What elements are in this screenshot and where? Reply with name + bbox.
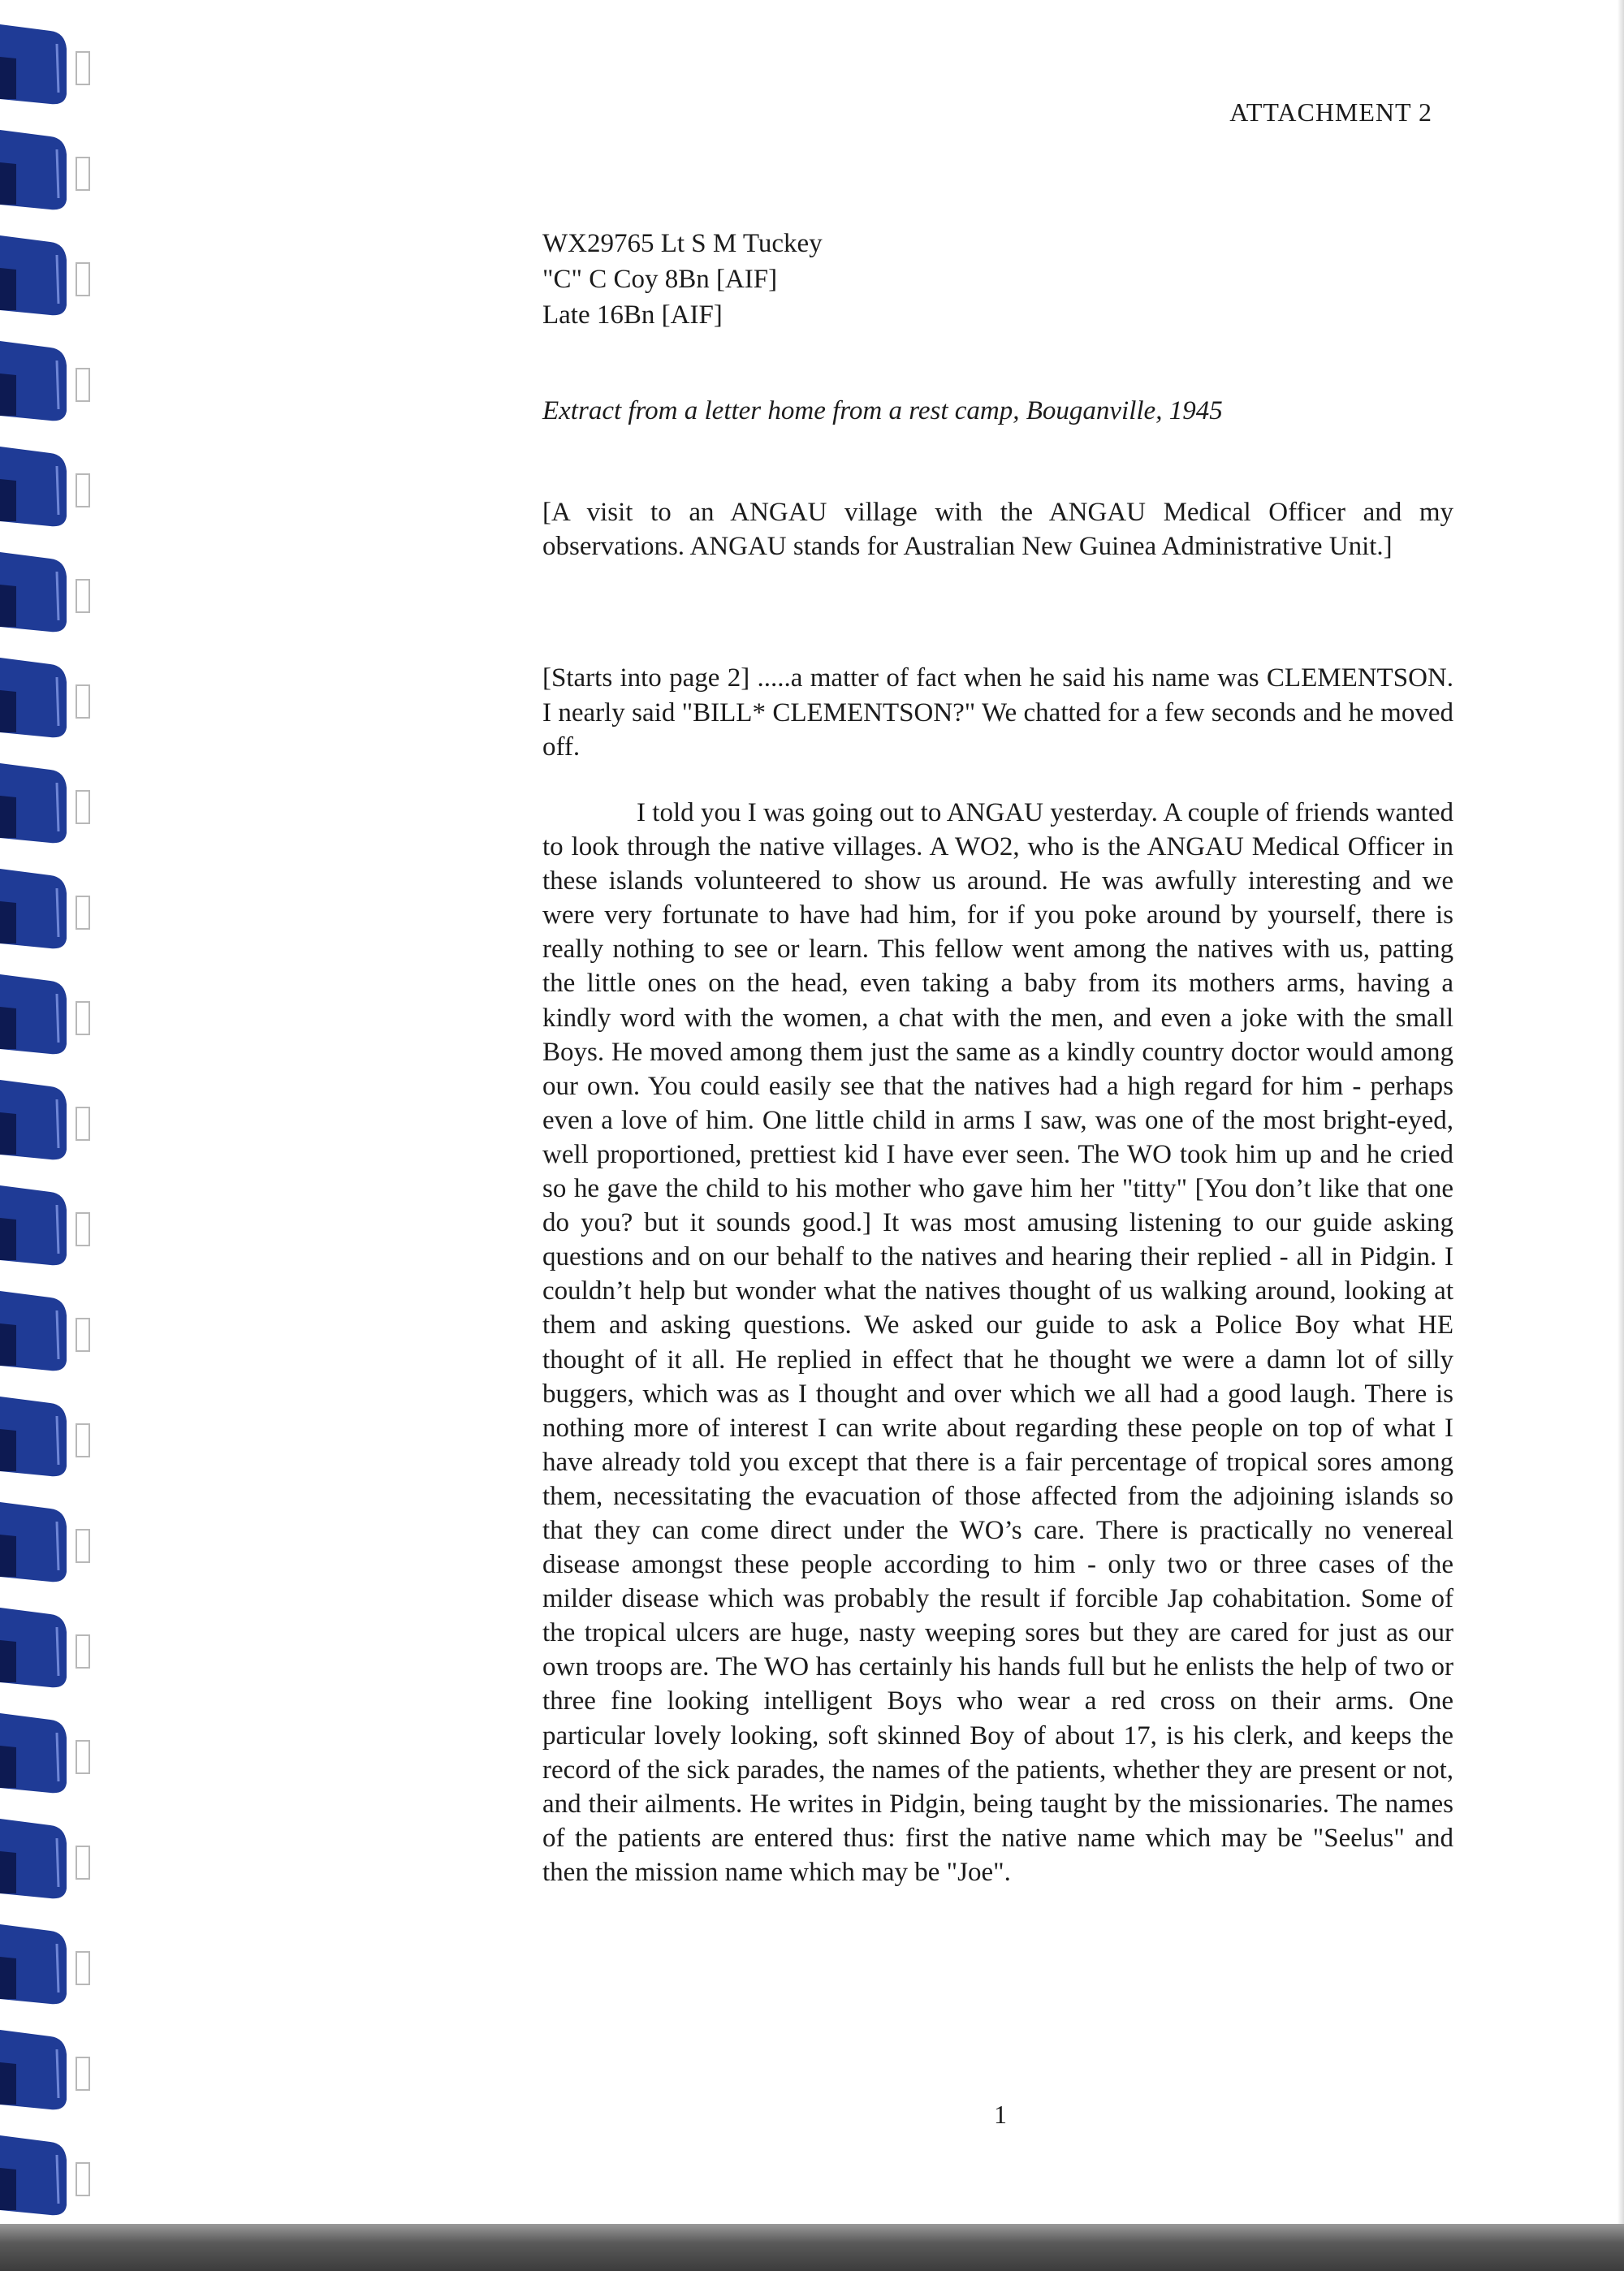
intro-note: [A visit to an ANGAU village with the ANGAU Medical Officer and my observations. ANGAU stands for Australian New Guinea Administrative Unit.] <box>542 498 1453 561</box>
bottom-shadow <box>0 2224 1624 2271</box>
binding-loop <box>0 341 89 421</box>
binding-loop <box>0 974 89 1054</box>
sender-line: WX29765 Lt S M Tuckey <box>542 229 823 258</box>
binding-loop <box>0 1608 89 1687</box>
binding-loop <box>0 1291 89 1371</box>
binding-loop <box>0 2030 89 2109</box>
attachment-label: ATTACHMENT 2 <box>1229 97 1432 127</box>
binding-loop <box>0 1397 89 1476</box>
sender-block <box>542 226 1453 333</box>
binding-loop <box>0 1713 89 1793</box>
binding-loop <box>0 2135 89 2215</box>
binding-loop <box>0 130 89 209</box>
starts-paragraph: [Starts into page 2] .....a matter of fact when he said his name was CLEMENTSON. I nearly said "BILL* CLEMENTSON?" We chatted for a few seconds and he moved off. <box>542 663 1453 762</box>
binding-loop <box>0 1819 89 1898</box>
binding-loop <box>0 1080 89 1159</box>
extract-title: Extract from a letter home from a rest camp, Bouganville, 1945 <box>542 396 1223 425</box>
sender-line: Late 16Bn [AIF] <box>542 300 723 330</box>
binding-loop <box>0 763 89 843</box>
spiral-binding <box>0 0 97 2271</box>
binding-loop <box>0 235 89 315</box>
binding-loop <box>0 1185 89 1265</box>
page-number: 1 <box>994 2100 1007 2129</box>
binding-loop <box>0 869 89 948</box>
binding-loop <box>0 1502 89 1582</box>
sender-line: "C" C Coy 8Bn [AIF] <box>542 265 778 294</box>
binding-loop <box>0 552 89 632</box>
binding-loop <box>0 24 89 104</box>
binding-loop <box>0 658 89 737</box>
letter-body-paragraph: I told you I was going out to ANGAU yesterday. A couple of friends wanted to look through the native villages. A WO2, who is the ANGAU Medical Officer in these islands volunteered to show us around. He was awfully interesting and we were very fortunate to have had him, for if you poke around by yourself, there is really nothing to see or learn. This fellow went among the natives with us, patting the little ones on the head, even taking a baby from its mothers arms, having a kindly word with the women, a chat with the men, and even a joke with the small Boys. He moved among them just the same as a kindly country doctor would among our own. You could easily see that the natives had a high regard for him - perhaps even a love of him. One little child in arms I saw, was one of the most bright-eyed, well proportioned, prettiest kid I have ever seen. The WO took him up and he cried so he gave the child to his mother who gave him her "titty" [You don’t like that one do you? but it sounds good.] It was most amusing listening to our guide asking questions and on our behalf to the natives and hearing their replied - all in Pidgin. I couldn’t help but wonder what the natives thought of us walking around, looking at them and asking questions. We asked our guide to ask a Police Boy what HE thought of it all. He replied in effect that he thought we were a damn lot of silly buggers, which was as I thought and over which we all had a good laugh. There is nothing more of interest I can write about regarding these people on top of what I have already told you except that there is a fair percentage of tropical sores among them, necessitating the evacuation of those affected from the adjoining islands so that they can come direct under the WO’s care. There is practically no venereal disease amongst these people according to him - only two or three cases of the milder disease which was probably the result if forcible Jap cohabitation. Some of the tropical ulcers are huge, nasty weeping sores but they are cared for just as our own troops are. The WO has certainly his hands full but he enlists the help of two or three fine looking intelligent Boys who wear a red cross on their arms. One particular lovely looking, soft skinned Boy of about 17, is his clerk, and keeps the record of the sick parades, the names of the patients, whether they are present or not, and their ailments. He writes in Pidgin, being taught by the missionaries. The names of the patients are entered thus: first the native name which may be "Seelus" and then the mission name which may be "Joe". <box>542 798 1453 1887</box>
binding-loop <box>0 1924 89 2004</box>
page-edge <box>1618 0 1624 2271</box>
binding-loop <box>0 447 89 526</box>
